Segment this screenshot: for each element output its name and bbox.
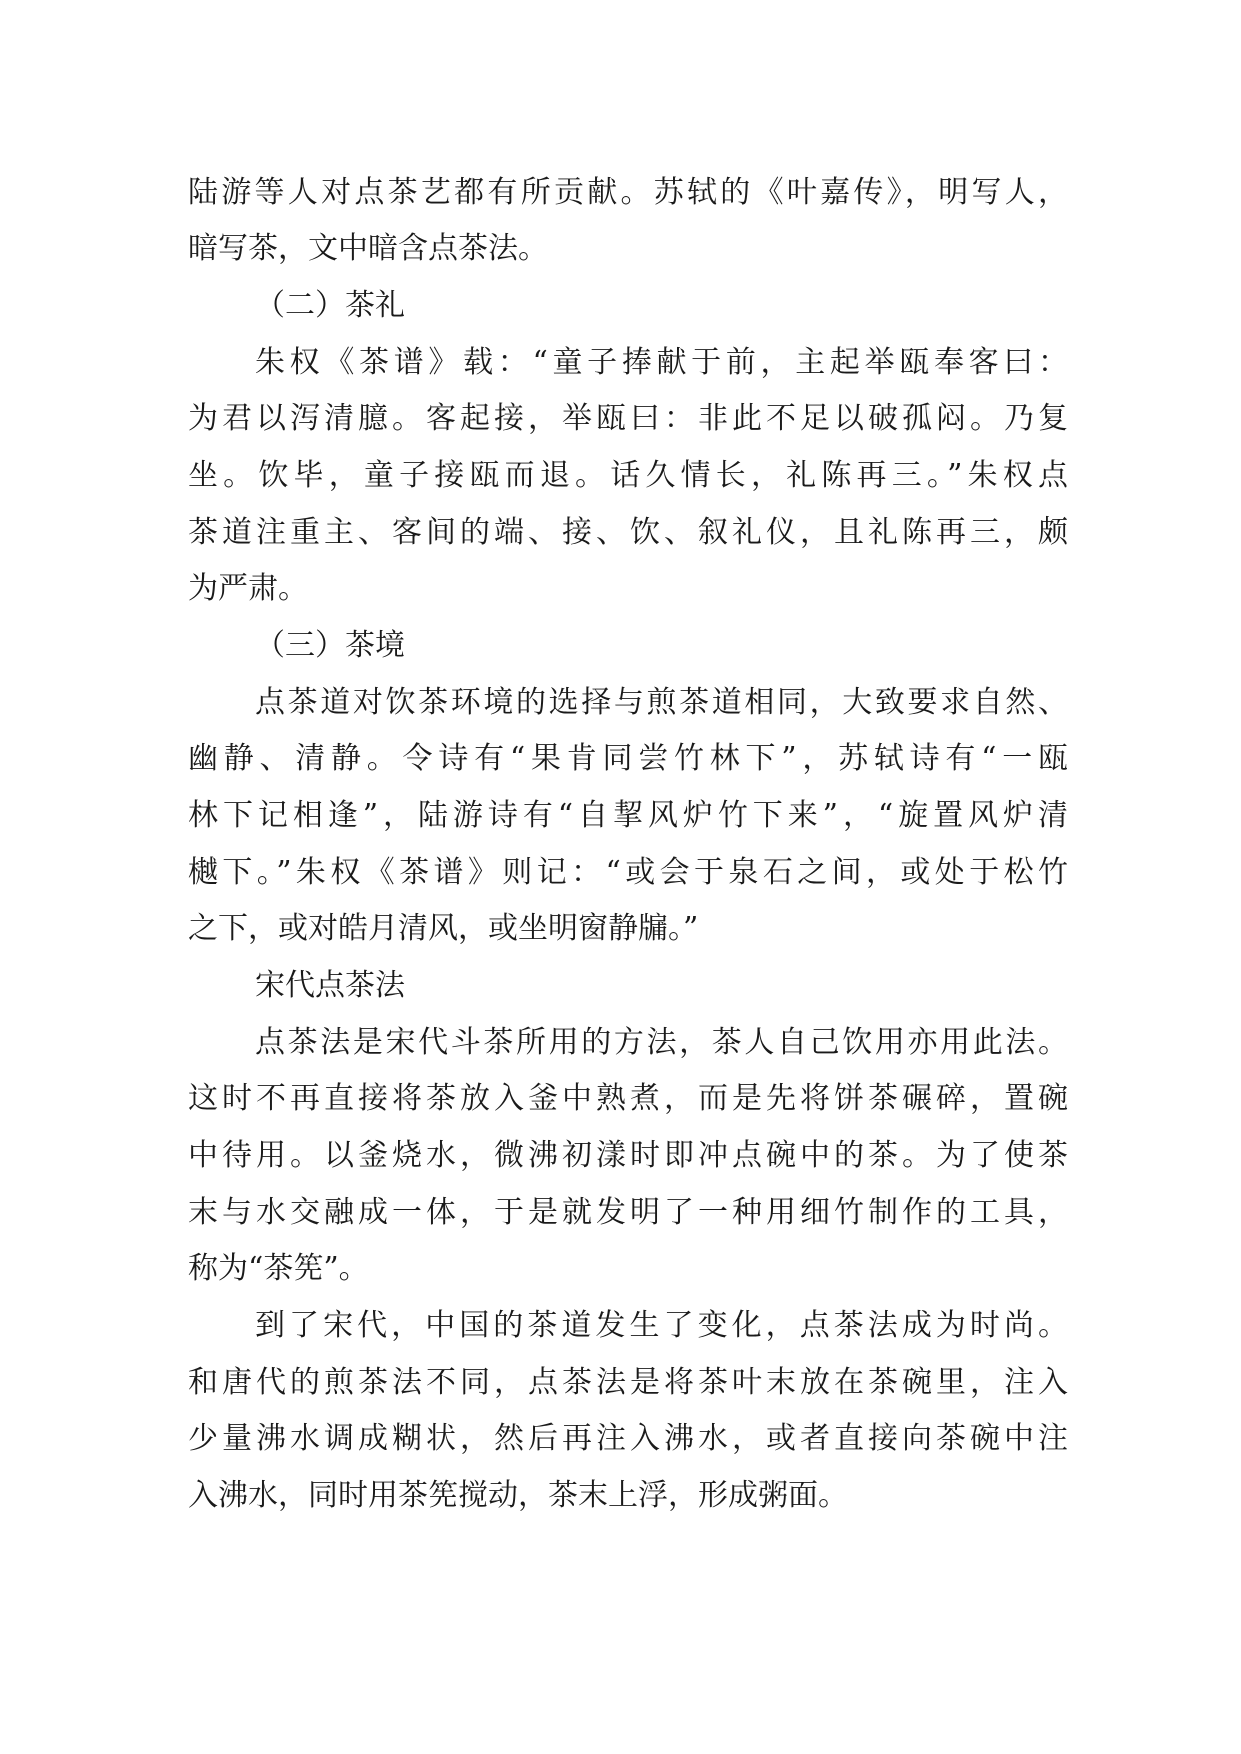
- paragraph-line: 之下，或对皓月清风，或坐明窗静牖。”: [188, 911, 699, 946]
- section-heading: 宋代点茶法: [255, 968, 405, 1003]
- section-heading: （二）茶礼: [255, 288, 405, 323]
- paragraph-line: 陆游等人对点茶艺都有所贡献。苏轼的《叶嘉传》，明写人，: [188, 175, 1068, 210]
- paragraph-line: 坐。饮毕，童子接瓯而退。话久情长，礼陈再三。”朱权点: [188, 458, 1068, 493]
- paragraph-line: 少量沸水调成糊状，然后再注入沸水，或者直接向茶碗中注: [188, 1421, 1068, 1456]
- paragraph-line: 朱权《茶谱》载：“童子捧献于前，主起举瓯奉客曰：: [255, 345, 1068, 380]
- paragraph-line: 末与水交融成一体，于是就发明了一种用细竹制作的工具，: [188, 1195, 1068, 1230]
- paragraph-line: 到了宋代，中国的茶道发生了变化，点茶法成为时尚。: [255, 1308, 1068, 1343]
- paragraph-line: 中待用。以釜烧水，微沸初漾时即冲点碗中的茶。为了使茶: [188, 1138, 1068, 1173]
- paragraph-line: 为严肃。: [188, 571, 308, 606]
- paragraph-line: 樾下。”朱权《茶谱》则记：“或会于泉石之间，或处于松竹: [188, 855, 1068, 890]
- paragraph-line: 点茶法是宋代斗茶所用的方法，茶人自己饮用亦用此法。: [255, 1025, 1068, 1060]
- paragraph-line: 茶道注重主、客间的端、接、饮、叙礼仪，且礼陈再三，颇: [188, 515, 1068, 550]
- paragraph-line: 林下记相逢”，陆游诗有“自挈风炉竹下来”，“旋置风炉清: [188, 798, 1068, 833]
- paragraph-line: 称为“茶筅”。: [188, 1251, 369, 1286]
- paragraph-line: 为君以泻清臆。客起接，举瓯曰：非此不足以破孤闷。乃复: [188, 401, 1068, 436]
- paragraph-line: 入沸水，同时用茶筅搅动，茶末上浮，形成粥面。: [188, 1478, 848, 1513]
- paragraph-line: 幽静、清静。令诗有“果肯同尝竹林下”，苏轼诗有“一瓯: [188, 741, 1068, 776]
- paragraph-line: 这时不再直接将茶放入釜中熟煮，而是先将饼茶碾碎，置碗: [188, 1081, 1068, 1116]
- paragraph-line: 和唐代的煎茶法不同，点茶法是将茶叶末放在茶碗里，注入: [188, 1365, 1068, 1400]
- paragraph-line: 暗写茶，文中暗含点茶法。: [188, 231, 548, 266]
- section-heading: （三）茶境: [255, 628, 405, 663]
- paragraph-line: 点茶道对饮茶环境的选择与煎茶道相同，大致要求自然、: [255, 685, 1068, 720]
